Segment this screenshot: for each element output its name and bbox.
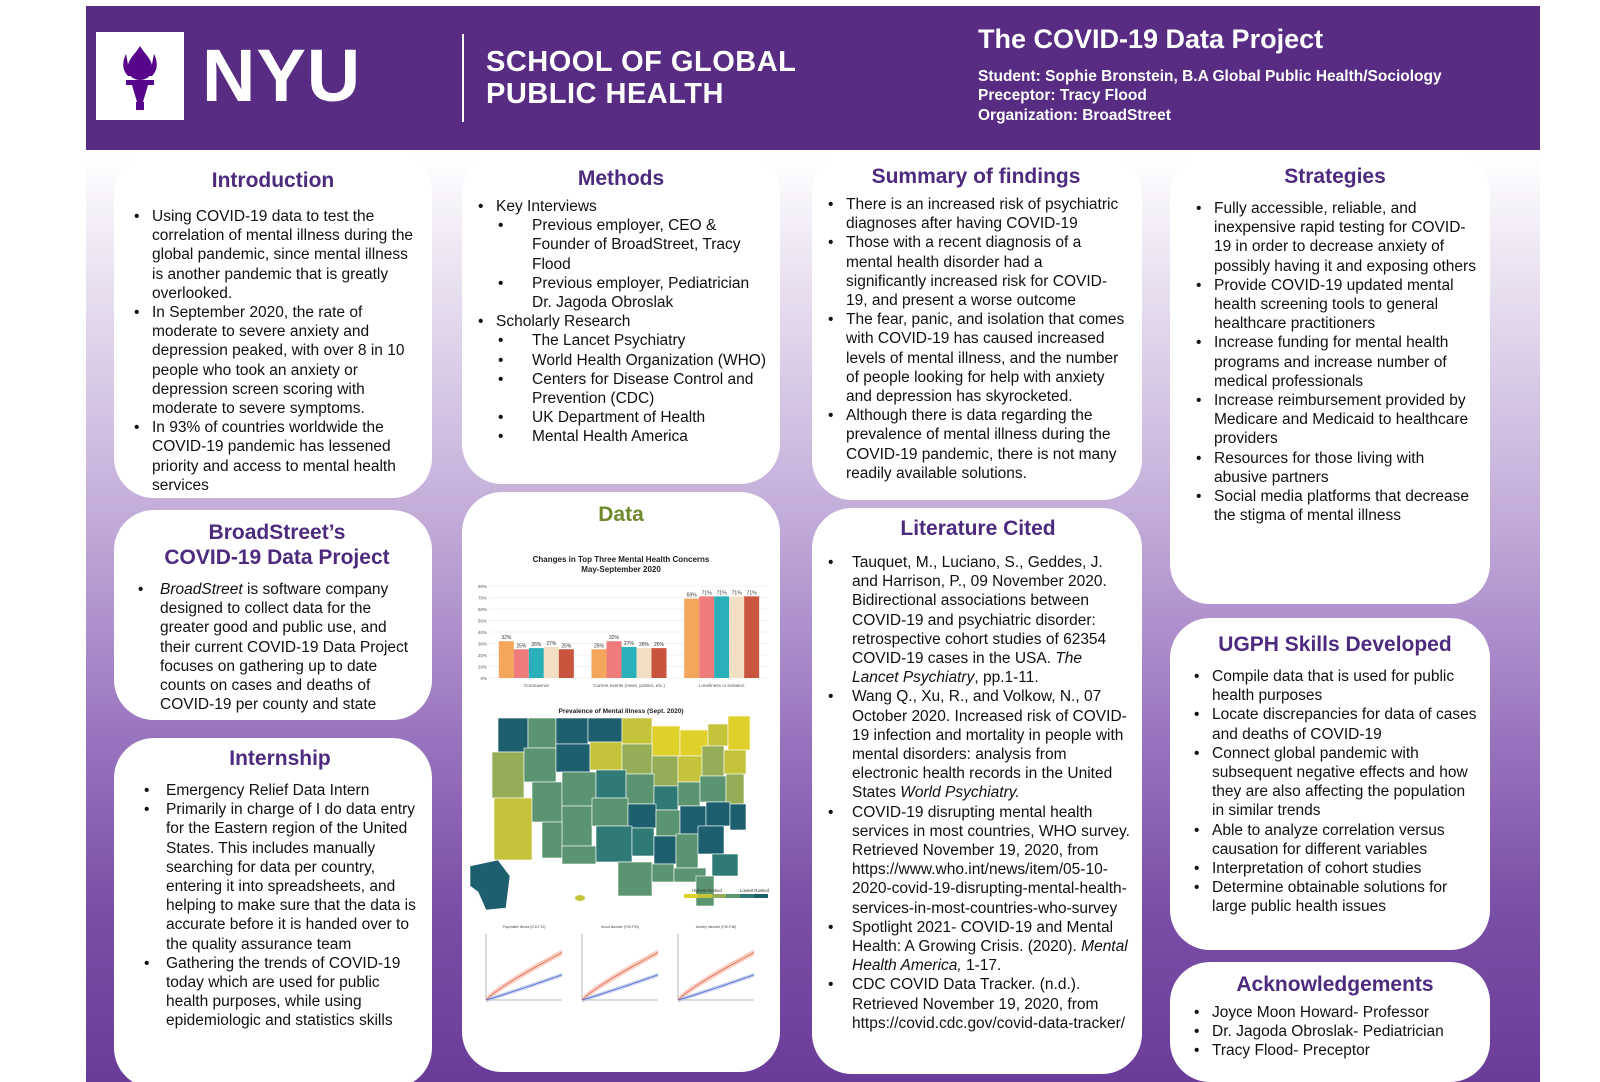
torch-icon — [96, 32, 184, 120]
poster-title: The COVID-19 Data Project — [978, 24, 1324, 54]
bar-value-label: 25% — [593, 643, 605, 650]
methods-card — [462, 152, 780, 484]
research-sublist — [496, 331, 766, 446]
bar — [592, 649, 607, 678]
state-shape — [596, 826, 632, 862]
state-shape — [590, 742, 622, 770]
legend-swatch — [698, 894, 712, 898]
list-item — [476, 312, 766, 446]
legend-swatch — [740, 894, 754, 898]
acknowledgements-card — [1170, 962, 1490, 1082]
list-item: • Dr. Jagoda Obroslak- Pediatrician — [1192, 1022, 1478, 1041]
list-item: • In September 2020, the rate of moderate to severe anxiety and depression peaked, with over 8 in 10 people who took an anxiety or depression screen scoring with moderate to severe symptoms. — [132, 303, 414, 418]
bar — [622, 647, 637, 678]
summary-heading: Summary of findings — [871, 165, 1081, 188]
bar-value-label: 26% — [638, 642, 650, 649]
state-shape — [618, 862, 652, 896]
literature-card — [812, 508, 1142, 1074]
x-category-label: Current events (news, politics, etc.) — [593, 683, 665, 688]
bar-value-label: 27% — [623, 640, 635, 647]
state-shape — [706, 802, 730, 826]
bar — [499, 641, 514, 678]
list-item — [826, 918, 1130, 976]
strategies-list — [1194, 199, 1476, 525]
list-item: • In 93% of countries worldwide the COVID-19 pandemic has lessened priority and access to mental health services — [132, 418, 414, 495]
bar-value-label: 26% — [531, 642, 542, 649]
list-item: • The Lancet Psychiatry — [496, 331, 766, 350]
line-charts — [468, 912, 774, 1062]
preceptor-line: Preceptor: Tracy Flood — [978, 87, 1147, 104]
y-tick-label: 80% — [477, 584, 487, 589]
line-chart-title: Anxiety disorder (F40-F48) — [695, 925, 737, 929]
skills-list — [1192, 667, 1478, 917]
bar-value-label: 32% — [501, 635, 512, 642]
summary-card — [812, 152, 1142, 500]
state-shape — [726, 774, 744, 804]
us-map — [468, 716, 774, 912]
legend-swatch — [712, 894, 726, 898]
skills-heading: UGPH Skills Developed — [1218, 633, 1452, 656]
list-item: • Primarily in charge of I do data entry for the Eastern region of the United States. This includes manually searching for data per country, entering it into spreadsheets, and helping to make sure that the data is accurate before it is handed over to the quality assurance team — [142, 800, 418, 954]
list-item: • Tracy Flood- Preceptor — [1192, 1041, 1478, 1060]
internship-list — [142, 781, 418, 1031]
literature-heading: Literature Cited — [900, 517, 1056, 540]
summary-list — [826, 195, 1126, 483]
state-shape — [702, 746, 724, 776]
bar — [729, 596, 744, 678]
y-tick-label: 20% — [477, 653, 487, 658]
bar-value-label: 25% — [561, 643, 572, 650]
bar — [714, 596, 729, 678]
bar — [699, 596, 714, 678]
internship-card — [114, 738, 432, 1082]
alaska-shape — [470, 860, 510, 910]
state-shape — [622, 744, 652, 774]
chart-title: Changes in Top Three Mental Health Concerns — [532, 555, 710, 564]
strategies-heading: Strategies — [1284, 165, 1386, 188]
company-name: BroadStreet — [160, 581, 243, 598]
list-item: • Mental Health America — [496, 427, 766, 446]
list-item — [476, 197, 766, 312]
state-shape — [656, 810, 680, 836]
state-shape — [556, 744, 590, 772]
bar-chart — [468, 554, 774, 696]
confidence-band — [582, 973, 658, 1002]
data-heading: Data — [598, 503, 644, 526]
list-item: • Although there is data regarding the prevalence of mental illness during the COVID-19 pandemic, there is not many readily available solutions. — [826, 406, 1126, 483]
data-card — [462, 492, 780, 1072]
hawaii-shape — [575, 895, 585, 901]
bar-value-label: 32% — [608, 635, 620, 642]
student-line: Student: Sophie Bronstein, B.A Global Public Health/Sociology — [978, 68, 1442, 85]
bar — [514, 649, 529, 678]
line-chart-title: Psychiatric illness (ICD-F10) — [502, 925, 546, 929]
list-item — [826, 553, 1130, 687]
bar — [529, 648, 544, 678]
organization-line: Organization: BroadStreet — [978, 107, 1171, 124]
methods-heading: Methods — [577, 167, 665, 190]
broadstreet-card — [114, 510, 432, 720]
list-item: • UK Department of Health — [496, 408, 766, 427]
bar-value-label: 69% — [686, 592, 697, 599]
logo-divider — [462, 34, 464, 122]
state-shape — [596, 770, 626, 798]
y-tick-label: 50% — [477, 618, 487, 624]
list-item: • Increase funding for mental health programs and increase number of medical professionals — [1194, 333, 1476, 391]
list-item: • Previous employer, CEO & Founder of BroadStreet, Tracy Flood — [496, 216, 766, 274]
acknowledgements-heading: Acknowledgements — [1236, 973, 1434, 996]
list-item: • Provide COVID-19 updated mental health screening tools to general healthcare practitioners — [1194, 276, 1476, 334]
state-shape — [494, 798, 532, 860]
y-tick-label: 40% — [477, 630, 487, 635]
legend-swatch — [726, 894, 740, 898]
nyu-torch-logo — [96, 32, 184, 120]
y-tick-label: 30% — [477, 641, 487, 647]
state-shape — [628, 804, 656, 828]
bar — [652, 648, 667, 678]
school-name-line2: PUBLIC HEALTH — [486, 78, 724, 110]
state-shape — [626, 774, 654, 804]
bar-value-label: 25% — [516, 643, 527, 650]
ref2-journal: World Psychiatry. — [900, 784, 1020, 802]
bar-value-label: 26% — [653, 642, 665, 649]
introduction-list — [132, 207, 414, 495]
list-item: • Previous employer, Pediatrician Dr. Jagoda Obroslak — [496, 274, 766, 312]
state-shape — [528, 718, 556, 748]
school-name-line1: SCHOOL OF GLOBAL — [486, 46, 797, 78]
list-item: • Fully accessible, reliable, and inexpensive rapid testing for COVID-19 in order to decrease anxiety of possibly having it and exposing others — [1194, 199, 1476, 276]
state-shape — [532, 782, 562, 822]
poster-header — [86, 6, 1540, 150]
list-item: • Social media platforms that decrease the stigma of mental illness — [1194, 487, 1476, 525]
state-shape — [524, 748, 556, 782]
list-item: • Resources for those living with abusive partners — [1194, 449, 1476, 487]
x-category-label: Coronavirus — [523, 683, 549, 688]
ref1-tail: , pp.1-11. — [974, 669, 1039, 687]
legend-high-label: Highest Ranked — [692, 888, 722, 893]
list-item: • World Health Organization (WHO) — [496, 351, 766, 370]
bar-value-label: 27% — [546, 640, 557, 647]
company-description: is software company designed to collect data for the greater good and public use, and their current COVID-19 Data Project focuses on gathering up to date counts on cases and deaths of COVID-19 per county and state — [160, 581, 409, 714]
legend-swatch — [754, 894, 768, 898]
legend-swatch — [684, 894, 698, 898]
line-chart-title: Mood disorder (F30-F39) — [601, 925, 639, 929]
list-item: • The fear, panic, and isolation that comes with COVID-19 has caused increased levels of mental illness, and the number of people looking for help with anxiety and depression has skyrocketed. — [826, 310, 1126, 406]
state-shape — [498, 718, 528, 752]
ref4-tail: 1-17. — [961, 957, 1002, 975]
state-shape — [678, 756, 702, 782]
state-shape — [588, 718, 622, 742]
state-shape — [730, 804, 746, 830]
bar-value-label: 71% — [746, 590, 757, 597]
confidence-band — [486, 973, 562, 1002]
state-shape — [678, 782, 700, 806]
list-item: • Able to analyze correlation versus causation for different variables — [1192, 821, 1478, 859]
internship-heading: Internship — [229, 747, 331, 770]
map-title: Prevalence of Mental Illness (Sept. 2020) — [558, 708, 684, 715]
broadstreet-heading-line2: COVID-19 Data Project — [164, 546, 390, 569]
bar-value-label: 71% — [701, 590, 712, 597]
state-shape — [622, 718, 652, 744]
introduction-card — [114, 152, 432, 498]
methods-list — [476, 197, 766, 447]
list-item: • Increase reimbursement provided by Medicare and Medicaid to healthcare providers — [1194, 391, 1476, 449]
list-item: • Using COVID-19 data to test the correlation of mental illness during the global pandemic, since mental illness is another pandemic that is greatly overlooked. — [132, 207, 414, 303]
list-item: • Joyce Moon Howard- Professor — [1192, 1003, 1478, 1022]
introduction-heading: Introduction — [211, 169, 335, 192]
list-item: • Interpretation of cohort studies — [1192, 859, 1478, 878]
state-shape — [698, 826, 724, 854]
list-item: • Determine obtainable solutions for large public health issues — [1192, 878, 1478, 916]
state-shape — [562, 772, 596, 806]
literature-list — [826, 553, 1130, 1033]
state-shape — [700, 776, 726, 802]
bar — [684, 599, 699, 678]
research-label: Scholarly Research — [496, 313, 631, 331]
broadstreet-heading-line1: BroadStreet’s — [208, 521, 346, 544]
bar-value-label: 71% — [731, 590, 742, 597]
list-item: • COVID-19 disrupting mental health services in most countries, WHO survey. Retrieved November 19, 2020, from https://www.who.int/news/item/05-10-2020-covid-19-disrupting-mental-health-services-in-most-countries-who-survey — [826, 803, 1130, 918]
list-item: • Gathering the trends of COVID-19 today which are used for public health purposes, while using epidemiologic and statistics skills — [142, 954, 418, 1031]
y-tick-label: 0% — [480, 676, 487, 681]
state-shape — [724, 750, 746, 774]
state-shape — [562, 846, 596, 864]
list-item: • Emergency Relief Data Intern — [142, 781, 418, 800]
y-tick-label: 70% — [477, 595, 487, 601]
list-item: • Those with a recent diagnosis of a mental health disorder had a significantly increased risk for COVID-19, and present a worse outcome — [826, 233, 1126, 310]
list-item: • There is an increased risk of psychiatric diagnoses after having COVID-19 — [826, 195, 1126, 233]
state-shape — [492, 752, 524, 798]
list-item — [136, 580, 418, 714]
list-item: • Compile data that is used for public health purposes — [1192, 667, 1478, 705]
x-category-label: Loneliness or isolation — [698, 683, 745, 688]
interviews-sublist — [496, 216, 766, 312]
state-shape — [652, 756, 678, 786]
y-tick-label: 60% — [477, 607, 487, 612]
state-shape — [556, 718, 588, 744]
state-shape — [676, 834, 698, 868]
acknowledgements-list — [1192, 1003, 1478, 1061]
broadstreet-list — [136, 580, 418, 714]
list-item: • CDC COVID Data Tracker. (n.d.). Retrieved November 19, 2020, from https://covid.cdc.gov/covid-data-tracker/ — [826, 975, 1130, 1033]
skills-card — [1170, 618, 1490, 950]
bar — [637, 648, 652, 678]
bar — [559, 649, 574, 678]
ref4-journal: Mental Health America, — [852, 938, 1128, 975]
ref4-text: Spotlight 2021- COVID-19 and Mental Health: A Growing Crisis. (2020). — [852, 918, 1114, 956]
state-shape — [562, 806, 592, 846]
ref2-text: Wang Q., Xu, R., and Volkow, N., 07 October 2020. Increased risk of COVID-19 infection and mortality in people with mental disorders: analysis from electronic health records in the United States — [852, 688, 1127, 802]
state-shape — [632, 828, 654, 856]
state-shape — [652, 726, 680, 756]
bar — [544, 647, 559, 678]
confidence-band — [678, 973, 754, 1002]
y-tick-label: 10% — [477, 664, 487, 670]
chart-subtitle: May-September 2020 — [581, 565, 661, 574]
state-shape — [592, 798, 628, 826]
list-item: • Locate discrepancies for data of cases and deaths of COVID-19 — [1192, 705, 1478, 743]
ref1-text: Tauquet, M., Luciano, S., Geddes, J. and Harrison, P., 09 November 2020. Bidirectional associations between COVID-19 and psychiatric disorder: retrospective cohort studies of 62354 COVID-19 cases in the USA. — [852, 554, 1107, 668]
list-item — [826, 687, 1130, 802]
bar-value-label: 71% — [716, 590, 727, 597]
legend-low-label: Lowest Ranked — [740, 888, 769, 893]
list-item: • Centers for Disease Control and Prevention (CDC) — [496, 370, 766, 408]
state-shape — [728, 716, 750, 750]
poster — [86, 6, 1540, 1082]
list-item: • Connect global pandemic with subsequent negative effects and how they are also affecting the population in similar trends — [1192, 744, 1478, 821]
state-shape — [542, 822, 562, 858]
ref1-journal: The Lancet Psychiatry — [852, 650, 1083, 687]
bar — [607, 641, 622, 678]
state-shape — [712, 854, 738, 876]
interviews-label: Key Interviews — [496, 198, 597, 215]
bar — [744, 596, 759, 678]
state-shape — [652, 864, 674, 882]
state-shape — [654, 836, 676, 864]
nyu-wordmark: NYU — [202, 34, 362, 117]
strategies-card — [1170, 152, 1490, 604]
state-shape — [654, 786, 678, 810]
state-shape — [708, 724, 728, 746]
